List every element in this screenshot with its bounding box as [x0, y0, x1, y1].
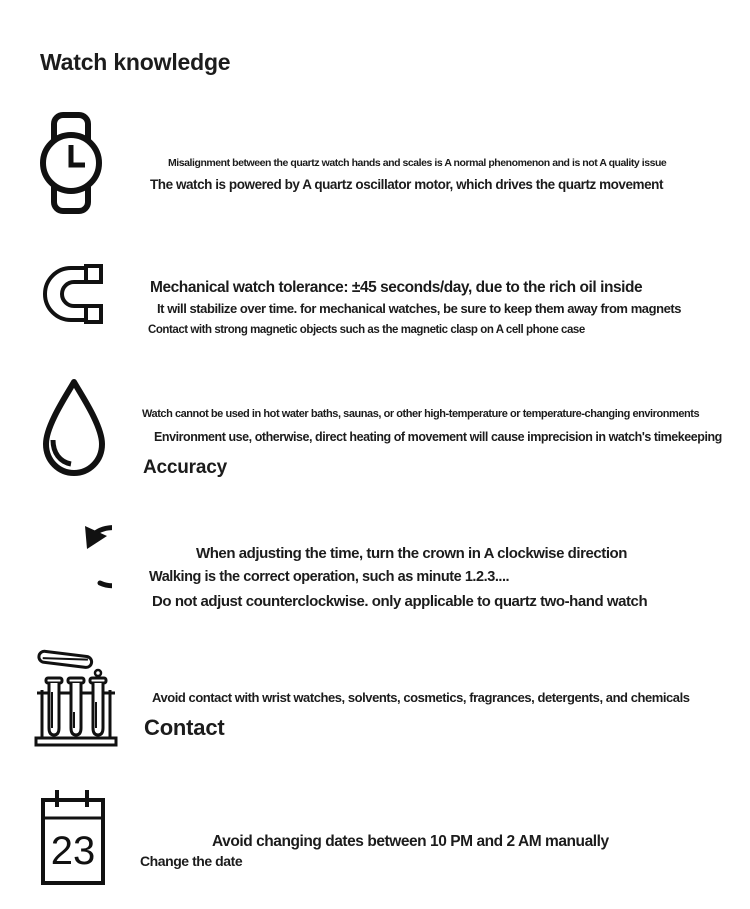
- section-heading-contact: Contact: [144, 715, 225, 741]
- section-text-line: Watch cannot be used in hot water baths, saunas, or other high-temperature or temperature-changing environments: [142, 408, 700, 420]
- section-text-line: Mechanical watch tolerance: ±45 seconds/day, due to the rich oil inside: [150, 278, 643, 296]
- section-text-line: It will stabilize over time. for mechanical watches, be sure to keep them away from magnets: [157, 301, 682, 316]
- magnet-icon: [42, 263, 106, 325]
- page-title: Watch knowledge: [40, 49, 231, 76]
- wristwatch-icon: [40, 112, 102, 214]
- section-text-line: Walking is the correct operation, such as minute 1.2.3....: [149, 568, 510, 585]
- calendar-day-number: 23: [50, 829, 96, 873]
- section-text-line: Contact with strong magnetic objects such as the magnetic clasp on A cell phone case: [148, 323, 585, 336]
- section-text-line: Do not adjust counterclockwise. only applicable to quartz two-hand watch: [152, 593, 648, 610]
- section-text-line: Avoid changing dates between 10 PM and 2 AM manually: [212, 832, 609, 850]
- section-text-line: When adjusting the time, turn the crown in A clockwise direction: [196, 545, 627, 562]
- section-text-line: Change the date: [140, 853, 243, 869]
- test-tubes-icon: [34, 644, 118, 748]
- section-text-line: Avoid contact with wrist watches, solvents, cosmetics, fragrances, detergents, and chemicals: [152, 690, 690, 705]
- section-heading-accuracy: Accuracy: [143, 456, 227, 478]
- water-drop-icon: [38, 377, 110, 477]
- section-text-line: Environment use, otherwise, direct heating of movement will cause imprecision in watch's timekeeping: [154, 429, 722, 444]
- section-text-line: Misalignment between the quartz watch hands and scales is A normal phenomenon and is not A quality issue: [168, 156, 667, 169]
- calendar-icon: [40, 787, 106, 886]
- clockwise-arrow-icon: [40, 521, 112, 603]
- section-text-line: The watch is powered by A quartz oscillator motor, which drives the quartz movement: [150, 176, 664, 192]
